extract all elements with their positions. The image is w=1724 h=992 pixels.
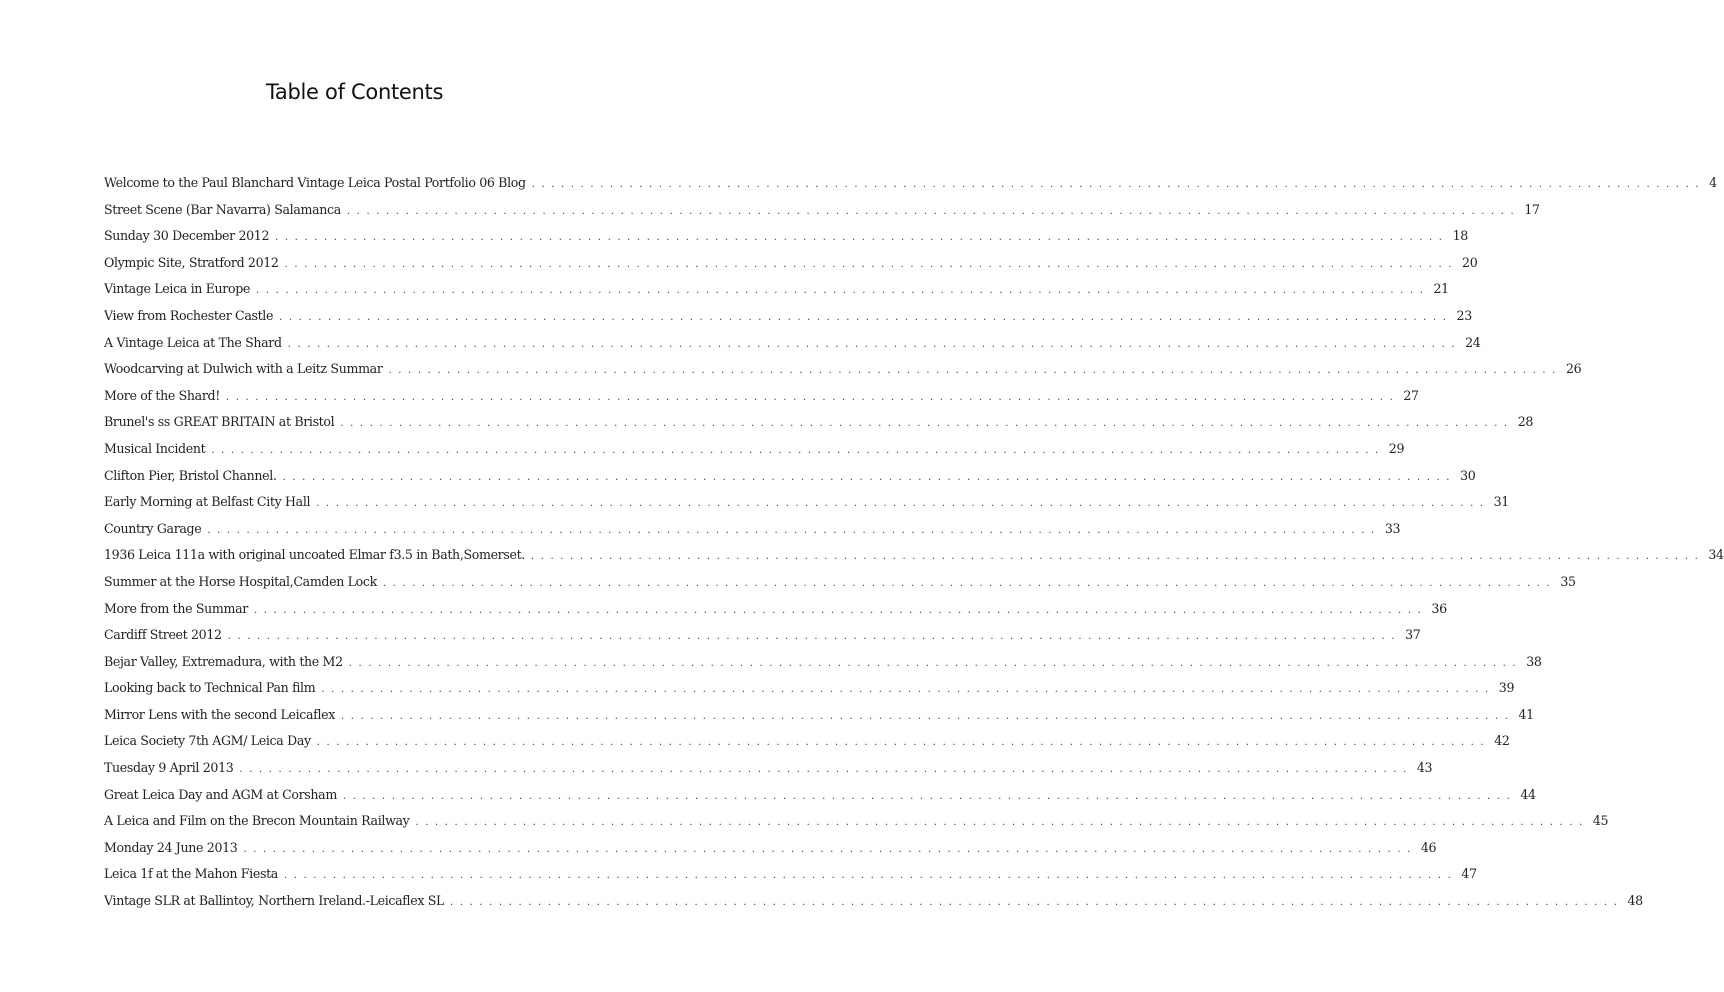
toc-entry-title[interactable]: Early Morning at Belfast City Hall — [104, 494, 311, 510]
toc-entry[interactable] — [104, 866, 1477, 893]
toc-page-number[interactable]: 30 — [1460, 467, 1476, 483]
dot-leader: ........................................................................................................................ — [284, 258, 1459, 270]
toc-entry[interactable] — [104, 706, 1534, 734]
toc-entry-title[interactable]: Looking back to Technical Pan film — [104, 680, 316, 696]
toc-entry[interactable] — [104, 387, 1419, 415]
dot-leader: ........................................................................................................................ — [346, 205, 1521, 217]
toc-page-number[interactable]: 41 — [1518, 706, 1534, 722]
dot-leader: ........................................................................................................................ — [279, 311, 1453, 323]
dot-leader: ........................................................................................................................ — [227, 631, 1402, 643]
toc-page-number[interactable]: 38 — [1526, 653, 1542, 669]
dot-leader: ........................................................................................................................ — [275, 232, 1449, 244]
toc-entry-title[interactable]: Leica 1f at the Mahon Fiesta — [104, 866, 278, 882]
dot-leader: ........................................................................................................................ — [256, 285, 1430, 297]
toc-entry-title[interactable]: View from Rochester Castle — [104, 307, 274, 323]
toc-page-number[interactable]: 28 — [1517, 414, 1534, 430]
dot-leader: ........................................................................................................................ — [316, 737, 1491, 749]
toc-entry-title[interactable]: Woodcarving at Dulwich with a Leitz Summar — [104, 361, 383, 377]
toc-entry[interactable] — [104, 893, 1643, 920]
toc-entry[interactable] — [104, 786, 1536, 814]
dot-leader: ........................................................................................................................ — [342, 790, 1517, 802]
toc-page-number[interactable]: 34 — [1708, 547, 1724, 563]
toc-entry[interactable] — [104, 813, 1609, 840]
toc-page-number[interactable]: 24 — [1465, 334, 1481, 350]
toc-entry[interactable] — [104, 467, 1476, 495]
toc-entry[interactable] — [104, 281, 1449, 308]
toc-entry-title[interactable]: Summer at the Horse Hospital,Camden Lock — [104, 573, 377, 589]
toc-page-number[interactable]: 27 — [1403, 387, 1419, 403]
dot-leader: ........................................................................................................................ — [253, 604, 1428, 616]
toc-page-number[interactable]: 26 — [1565, 361, 1582, 377]
toc-entry-title[interactable]: More from the Summar — [104, 600, 248, 616]
dot-leader: ........................................................................................................................ — [341, 710, 1515, 722]
toc-entry-title[interactable]: Sunday 30 December 2012 — [104, 228, 270, 244]
dot-leader: ........................................................................................................................ — [450, 897, 1624, 909]
dot-leader: ........................................................................................................................ — [225, 391, 1400, 403]
toc-entry[interactable] — [104, 228, 1468, 255]
toc-entry[interactable] — [104, 839, 1437, 867]
table-of-contents — [104, 175, 1724, 920]
toc-page-number[interactable]: 33 — [1384, 520, 1401, 536]
toc-entry[interactable] — [104, 680, 1515, 707]
toc-entry-title[interactable]: 1936 Leica 111a with original uncoated Elmar f3.5 in Bath,Somerset. — [104, 547, 525, 563]
page-title: Table of Contents — [265, 80, 444, 104]
dot-leader: ........................................................................................................................ — [340, 418, 1514, 430]
toc-entry-title[interactable]: Country Garage — [104, 520, 202, 536]
toc-entry-title[interactable]: Leica Society 7th AGM/ Leica Day — [104, 733, 311, 749]
toc-entry-title[interactable]: Great Leica Day and AGM at Corsham — [104, 786, 337, 802]
toc-entry[interactable] — [104, 307, 1472, 335]
toc-entry-title[interactable]: Street Scene (Bar Navarra) Salamanca — [104, 201, 341, 217]
toc-entry[interactable] — [104, 547, 1724, 574]
toc-entry[interactable] — [104, 733, 1510, 760]
toc-page-number[interactable]: 46 — [1420, 839, 1437, 855]
dot-leader: ........................................................................................................................ — [382, 577, 1557, 589]
toc-page-number[interactable]: 43 — [1416, 760, 1433, 776]
toc-entry-title[interactable]: Clifton Pier, Bristol Channel. — [104, 467, 277, 483]
toc-page-number[interactable]: 37 — [1405, 627, 1421, 643]
dot-leader: ........................................................................................................................ — [530, 551, 1705, 563]
toc-entry-title[interactable]: Monday 24 June 2013 — [104, 839, 238, 855]
toc-entry[interactable] — [104, 414, 1534, 441]
toc-entry[interactable] — [104, 175, 1717, 202]
toc-entry-title[interactable]: Olympic Site, Stratford 2012 — [104, 254, 279, 270]
toc-page-number[interactable]: 47 — [1461, 866, 1477, 882]
toc-entry[interactable] — [104, 653, 1542, 681]
dot-leader: ........................................................................................................................ — [243, 843, 1417, 855]
toc-page-number[interactable]: 31 — [1493, 494, 1509, 510]
toc-page-number[interactable]: 21 — [1433, 281, 1449, 297]
toc-entry[interactable] — [104, 573, 1576, 601]
toc-page-number[interactable]: 48 — [1627, 893, 1643, 909]
toc-page-number[interactable]: 35 — [1560, 573, 1576, 589]
toc-entry-title[interactable]: Cardiff Street 2012 — [104, 627, 222, 643]
toc-entry[interactable] — [104, 254, 1478, 282]
toc-entry-title[interactable]: Welcome to the Paul Blanchard Vintage Leica Postal Portfolio 06 Blog — [104, 175, 526, 190]
toc-entry-title[interactable]: Brunel's ss GREAT BRITAIN at Bristol — [104, 414, 335, 430]
toc-page-number[interactable]: 29 — [1388, 440, 1405, 456]
dot-leader: ........................................................................................................................ — [316, 498, 1490, 510]
dot-leader: ........................................................................................................................ — [282, 471, 1457, 483]
toc-entry[interactable] — [104, 760, 1433, 787]
toc-entry[interactable] — [104, 600, 1447, 628]
dot-leader: ........................................................................................................................ — [348, 657, 1523, 669]
toc-entry[interactable] — [104, 334, 1481, 362]
dot-leader: ........................................................................................................................ — [531, 179, 1706, 190]
toc-entry[interactable] — [104, 361, 1582, 388]
toc-entry-title[interactable]: A Vintage Leica at The Shard — [104, 334, 282, 350]
toc-page-number[interactable]: 42 — [1494, 733, 1510, 749]
dot-leader: ........................................................................................................................ — [283, 870, 1458, 882]
toc-entry-title[interactable]: Vintage Leica in Europe — [104, 281, 251, 297]
dot-leader: ........................................................................................................................ — [321, 684, 1495, 696]
toc-entry[interactable] — [104, 627, 1421, 654]
toc-page-number[interactable]: 4 — [1709, 175, 1717, 190]
dot-leader: ........................................................................................................................ — [287, 338, 1462, 350]
toc-entry-title[interactable]: Mirror Lens with the second Leicaflex — [104, 706, 335, 722]
toc-page-number[interactable]: 20 — [1462, 254, 1478, 270]
dot-leader: ........................................................................................................................ — [239, 764, 1413, 776]
toc-page-number[interactable]: 23 — [1456, 307, 1472, 323]
toc-page-number[interactable]: 45 — [1592, 813, 1609, 829]
dot-leader: ........................................................................................................................ — [207, 524, 1381, 536]
toc-entry-title[interactable]: A Leica and Film on the Brecon Mountain Railway — [104, 813, 410, 829]
toc-entry-title[interactable]: Musical Incident — [104, 440, 206, 456]
dot-leader: ........................................................................................................................ — [415, 817, 1589, 829]
toc-entry[interactable] — [104, 520, 1401, 548]
toc-page-number[interactable]: 17 — [1524, 201, 1540, 217]
dot-leader: ........................................................................................................................ — [388, 365, 1562, 377]
toc-entry-title[interactable]: Tuesday 9 April 2013 — [104, 760, 234, 776]
toc-page-number[interactable]: 44 — [1520, 786, 1536, 802]
toc-page-number[interactable]: 36 — [1431, 600, 1447, 616]
toc-page-number[interactable]: 39 — [1498, 680, 1515, 696]
toc-entry[interactable] — [104, 440, 1405, 468]
toc-entry-title[interactable]: Bejar Valley, Extremadura, with the M2 — [104, 653, 343, 669]
toc-entry[interactable] — [104, 201, 1540, 229]
dot-leader: ........................................................................................................................ — [211, 444, 1385, 456]
toc-page-number[interactable]: 18 — [1452, 228, 1468, 244]
toc-entry-title[interactable]: Vintage SLR at Ballintoy, Northern Ireland.-Leicaflex SL — [104, 893, 445, 909]
toc-entry-title[interactable]: More of the Shard! — [104, 387, 220, 403]
toc-entry[interactable] — [104, 494, 1509, 521]
